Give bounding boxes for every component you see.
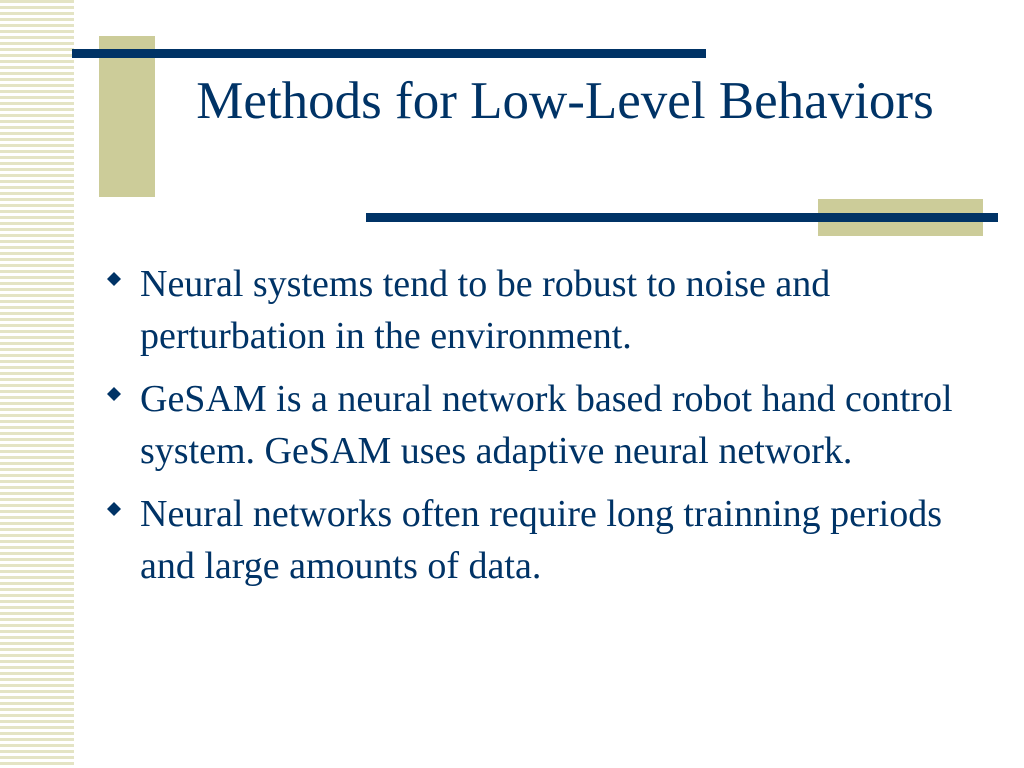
decorative-line-bottom <box>366 213 998 222</box>
decorative-block-top <box>99 36 155 197</box>
bullet-item <box>104 258 984 362</box>
slide-title: Methods for Low-Level Behaviors <box>196 72 934 130</box>
diamond-bullet-icon <box>107 387 121 401</box>
diamond-bullet-icon <box>107 502 121 516</box>
diamond-bullet-icon <box>107 272 121 286</box>
bullet-text: Neural networks often require long trainning periods and large amounts of data. <box>140 493 942 587</box>
bullet-item <box>104 488 984 592</box>
decorative-line-top <box>72 49 706 58</box>
decorative-stripes <box>0 0 74 768</box>
bullet-item <box>104 373 984 477</box>
bullet-text: GeSAM is a neural network based robot hand control system. GeSAM uses adaptive neural network. <box>140 378 953 472</box>
bullet-list <box>104 258 984 603</box>
bullet-text: Neural systems tend to be robust to noise and perturbation in the environment. <box>140 263 831 357</box>
